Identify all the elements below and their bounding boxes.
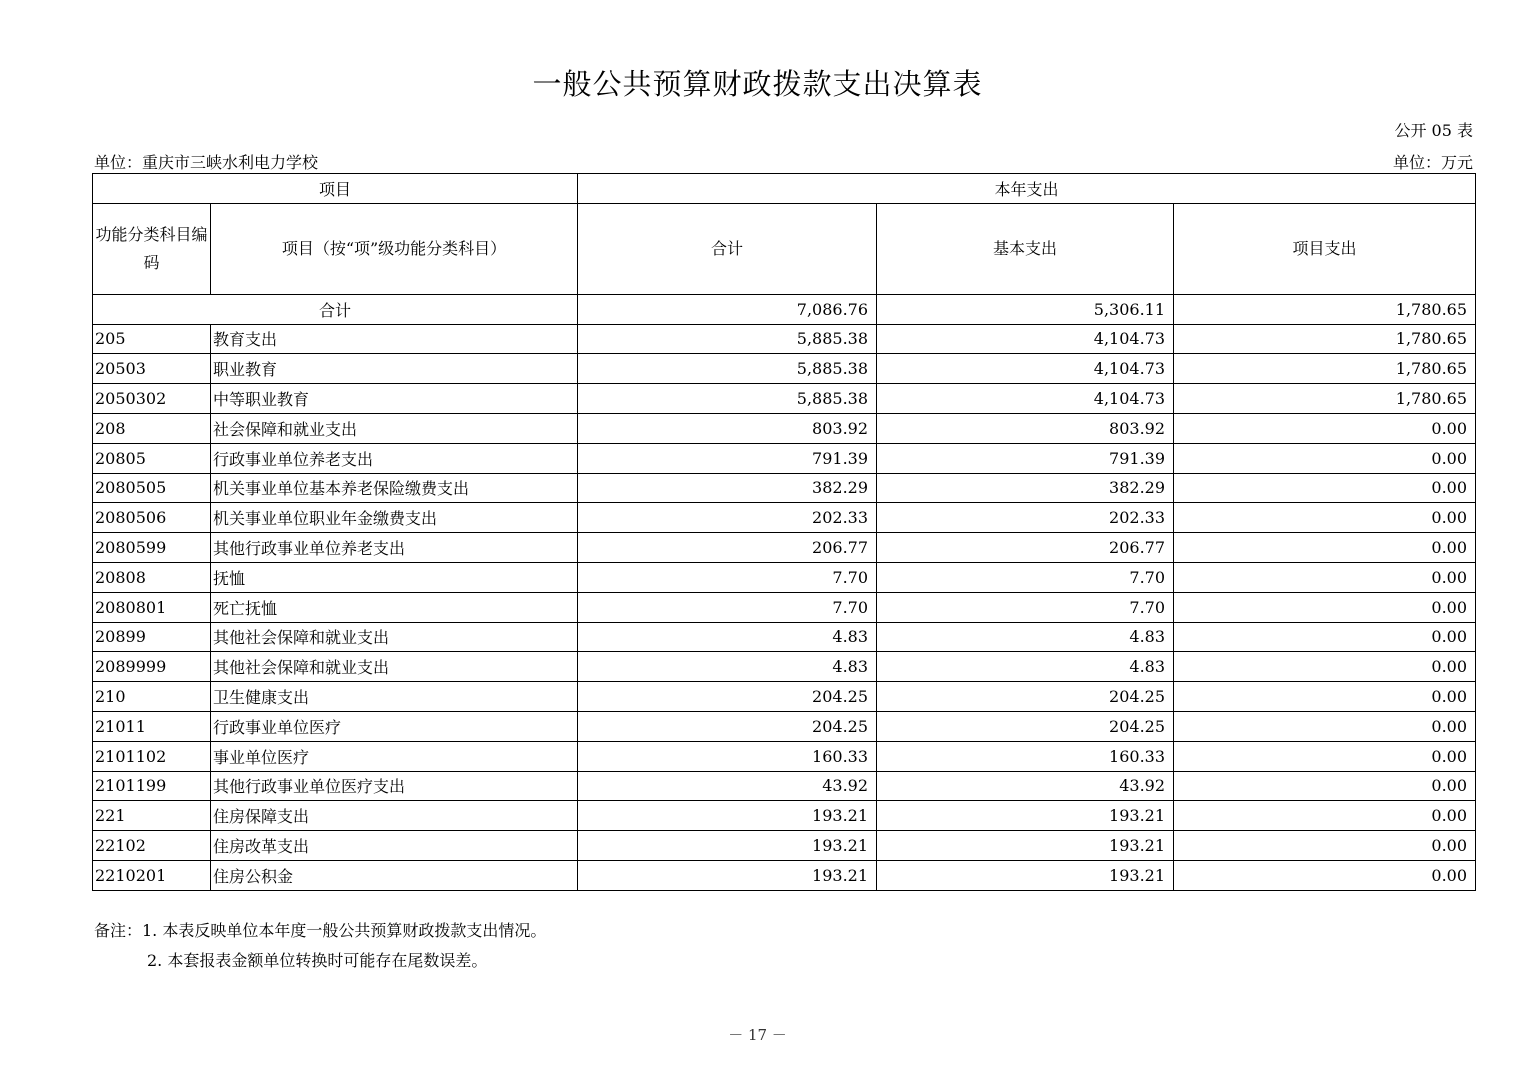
header-row-1 (93, 174, 1476, 204)
note-2: 2. 本套报表金额单位转换时可能存在尾数误差。 (147, 951, 488, 970)
table-row (93, 384, 1476, 414)
notes (94, 916, 546, 976)
row-basic: 4.83 (877, 652, 1174, 682)
row-total: 193.21 (578, 860, 877, 890)
row-name: 住房保障支出 (211, 801, 578, 831)
header-code: 功能分类科目编码 (93, 203, 211, 294)
row-code: 2101199 (93, 771, 211, 801)
row-basic: 206.77 (877, 533, 1174, 563)
unit-currency: 单位：万元 (1392, 153, 1473, 172)
row-total: 791.39 (578, 443, 877, 473)
row-basic: 803.92 (877, 413, 1174, 443)
row-project: 1,780.65 (1174, 354, 1476, 384)
row-basic: 4,104.73 (877, 324, 1174, 354)
row-project: 0.00 (1174, 562, 1476, 592)
row-name: 抚恤 (211, 562, 578, 592)
row-name: 行政事业单位医疗 (211, 711, 578, 741)
row-code: 2080801 (93, 592, 211, 622)
row-project: 1,780.65 (1174, 384, 1476, 414)
form-number: 公开 05 表 (1394, 121, 1473, 140)
header-current-year: 本年支出 (578, 174, 1476, 204)
row-code: 2210201 (93, 860, 211, 890)
row-name: 其他社会保障和就业支出 (211, 622, 578, 652)
table-row (93, 443, 1476, 473)
row-name: 社会保障和就业支出 (211, 413, 578, 443)
row-basic: 7.70 (877, 592, 1174, 622)
row-total: 204.25 (578, 711, 877, 741)
row-project: 0.00 (1174, 533, 1476, 563)
row-name: 其他行政事业单位医疗支出 (211, 771, 578, 801)
row-code: 20805 (93, 443, 211, 473)
row-code: 221 (93, 801, 211, 831)
note-1: 备注：1. 本表反映单位本年度一般公共预算财政拨款支出情况。 (94, 921, 547, 940)
table-row (93, 533, 1476, 563)
table-row (93, 801, 1476, 831)
total-sum: 7,086.76 (578, 294, 877, 324)
row-total: 7.70 (578, 592, 877, 622)
row-name: 事业单位医疗 (211, 741, 578, 771)
row-name: 卫生健康支出 (211, 682, 578, 712)
row-project: 0.00 (1174, 503, 1476, 533)
table-row (93, 473, 1476, 503)
header-project: 项目 (93, 174, 578, 204)
table-row (93, 354, 1476, 384)
row-name: 职业教育 (211, 354, 578, 384)
total-label: 合计 (93, 294, 578, 324)
row-total: 5,885.38 (578, 384, 877, 414)
expenditure-table (92, 173, 1476, 891)
row-total: 204.25 (578, 682, 877, 712)
row-project: 0.00 (1174, 771, 1476, 801)
row-basic: 4,104.73 (877, 384, 1174, 414)
row-total: 4.83 (578, 622, 877, 652)
row-total: 7.70 (578, 562, 877, 592)
row-project: 0.00 (1174, 592, 1476, 622)
row-basic: 193.21 (877, 801, 1174, 831)
row-code: 20899 (93, 622, 211, 652)
row-code: 210 (93, 682, 211, 712)
row-name: 行政事业单位养老支出 (211, 443, 578, 473)
row-project: 0.00 (1174, 652, 1476, 682)
row-total: 193.21 (578, 831, 877, 861)
row-project: 0.00 (1174, 860, 1476, 890)
header-basic: 基本支出 (877, 203, 1174, 294)
table-row (93, 741, 1476, 771)
row-name: 机关事业单位基本养老保险缴费支出 (211, 473, 578, 503)
row-basic: 160.33 (877, 741, 1174, 771)
table-row (93, 592, 1476, 622)
row-project: 0.00 (1174, 443, 1476, 473)
row-name: 其他社会保障和就业支出 (211, 652, 578, 682)
row-name: 其他行政事业单位养老支出 (211, 533, 578, 563)
table-row (93, 324, 1476, 354)
page-number: － 17 － (728, 1026, 787, 1044)
header-row-2 (93, 203, 1476, 294)
row-basic: 204.25 (877, 682, 1174, 712)
row-code: 22102 (93, 831, 211, 861)
row-total: 202.33 (578, 503, 877, 533)
row-basic: 43.92 (877, 771, 1174, 801)
row-code: 2080506 (93, 503, 211, 533)
row-basic: 193.21 (877, 860, 1174, 890)
table-row (93, 771, 1476, 801)
row-code: 2080505 (93, 473, 211, 503)
row-code: 2050302 (93, 384, 211, 414)
header-item: 项目（按“项”级功能分类科目） (211, 203, 578, 294)
total-row (93, 294, 1476, 324)
row-basic: 4.83 (877, 622, 1174, 652)
row-basic: 791.39 (877, 443, 1174, 473)
row-code: 20808 (93, 562, 211, 592)
table-row (93, 562, 1476, 592)
row-project: 1,780.65 (1174, 324, 1476, 354)
row-basic: 193.21 (877, 831, 1174, 861)
row-name: 住房公积金 (211, 860, 578, 890)
row-name: 中等职业教育 (211, 384, 578, 414)
row-name: 机关事业单位职业年金缴费支出 (211, 503, 578, 533)
table-row (93, 682, 1476, 712)
row-basic: 4,104.73 (877, 354, 1174, 384)
table-row (93, 652, 1476, 682)
row-code: 2101102 (93, 741, 211, 771)
row-code: 21011 (93, 711, 211, 741)
total-project: 1,780.65 (1174, 294, 1476, 324)
row-total: 803.92 (578, 413, 877, 443)
row-name: 死亡抚恤 (211, 592, 578, 622)
row-total: 382.29 (578, 473, 877, 503)
row-total: 43.92 (578, 771, 877, 801)
row-name: 住房改革支出 (211, 831, 578, 861)
row-code: 2080599 (93, 533, 211, 563)
row-basic: 382.29 (877, 473, 1174, 503)
unit-organization: 单位：重庆市三峡水利电力学校 (94, 153, 319, 172)
row-project: 0.00 (1174, 801, 1476, 831)
row-project: 0.00 (1174, 413, 1476, 443)
row-project: 0.00 (1174, 741, 1476, 771)
header-project-expense: 项目支出 (1174, 203, 1476, 294)
table-row (93, 711, 1476, 741)
table-row (93, 622, 1476, 652)
row-total: 193.21 (578, 801, 877, 831)
row-total: 5,885.38 (578, 324, 877, 354)
row-total: 5,885.38 (578, 354, 877, 384)
row-total: 160.33 (578, 741, 877, 771)
row-name: 教育支出 (211, 324, 578, 354)
row-project: 0.00 (1174, 473, 1476, 503)
row-total: 4.83 (578, 652, 877, 682)
row-project: 0.00 (1174, 622, 1476, 652)
table-row (93, 503, 1476, 533)
row-code: 205 (93, 324, 211, 354)
table-row (93, 413, 1476, 443)
row-code: 2089999 (93, 652, 211, 682)
row-code: 20503 (93, 354, 211, 384)
row-project: 0.00 (1174, 831, 1476, 861)
row-basic: 202.33 (877, 503, 1174, 533)
page-title: 一般公共预算财政拨款支出决算表 (532, 67, 983, 101)
table-row (93, 831, 1476, 861)
row-project: 0.00 (1174, 682, 1476, 712)
row-code: 208 (93, 413, 211, 443)
total-basic: 5,306.11 (877, 294, 1174, 324)
row-basic: 7.70 (877, 562, 1174, 592)
header-total: 合计 (578, 203, 877, 294)
row-total: 206.77 (578, 533, 877, 563)
table-row (93, 860, 1476, 890)
row-project: 0.00 (1174, 711, 1476, 741)
row-basic: 204.25 (877, 711, 1174, 741)
